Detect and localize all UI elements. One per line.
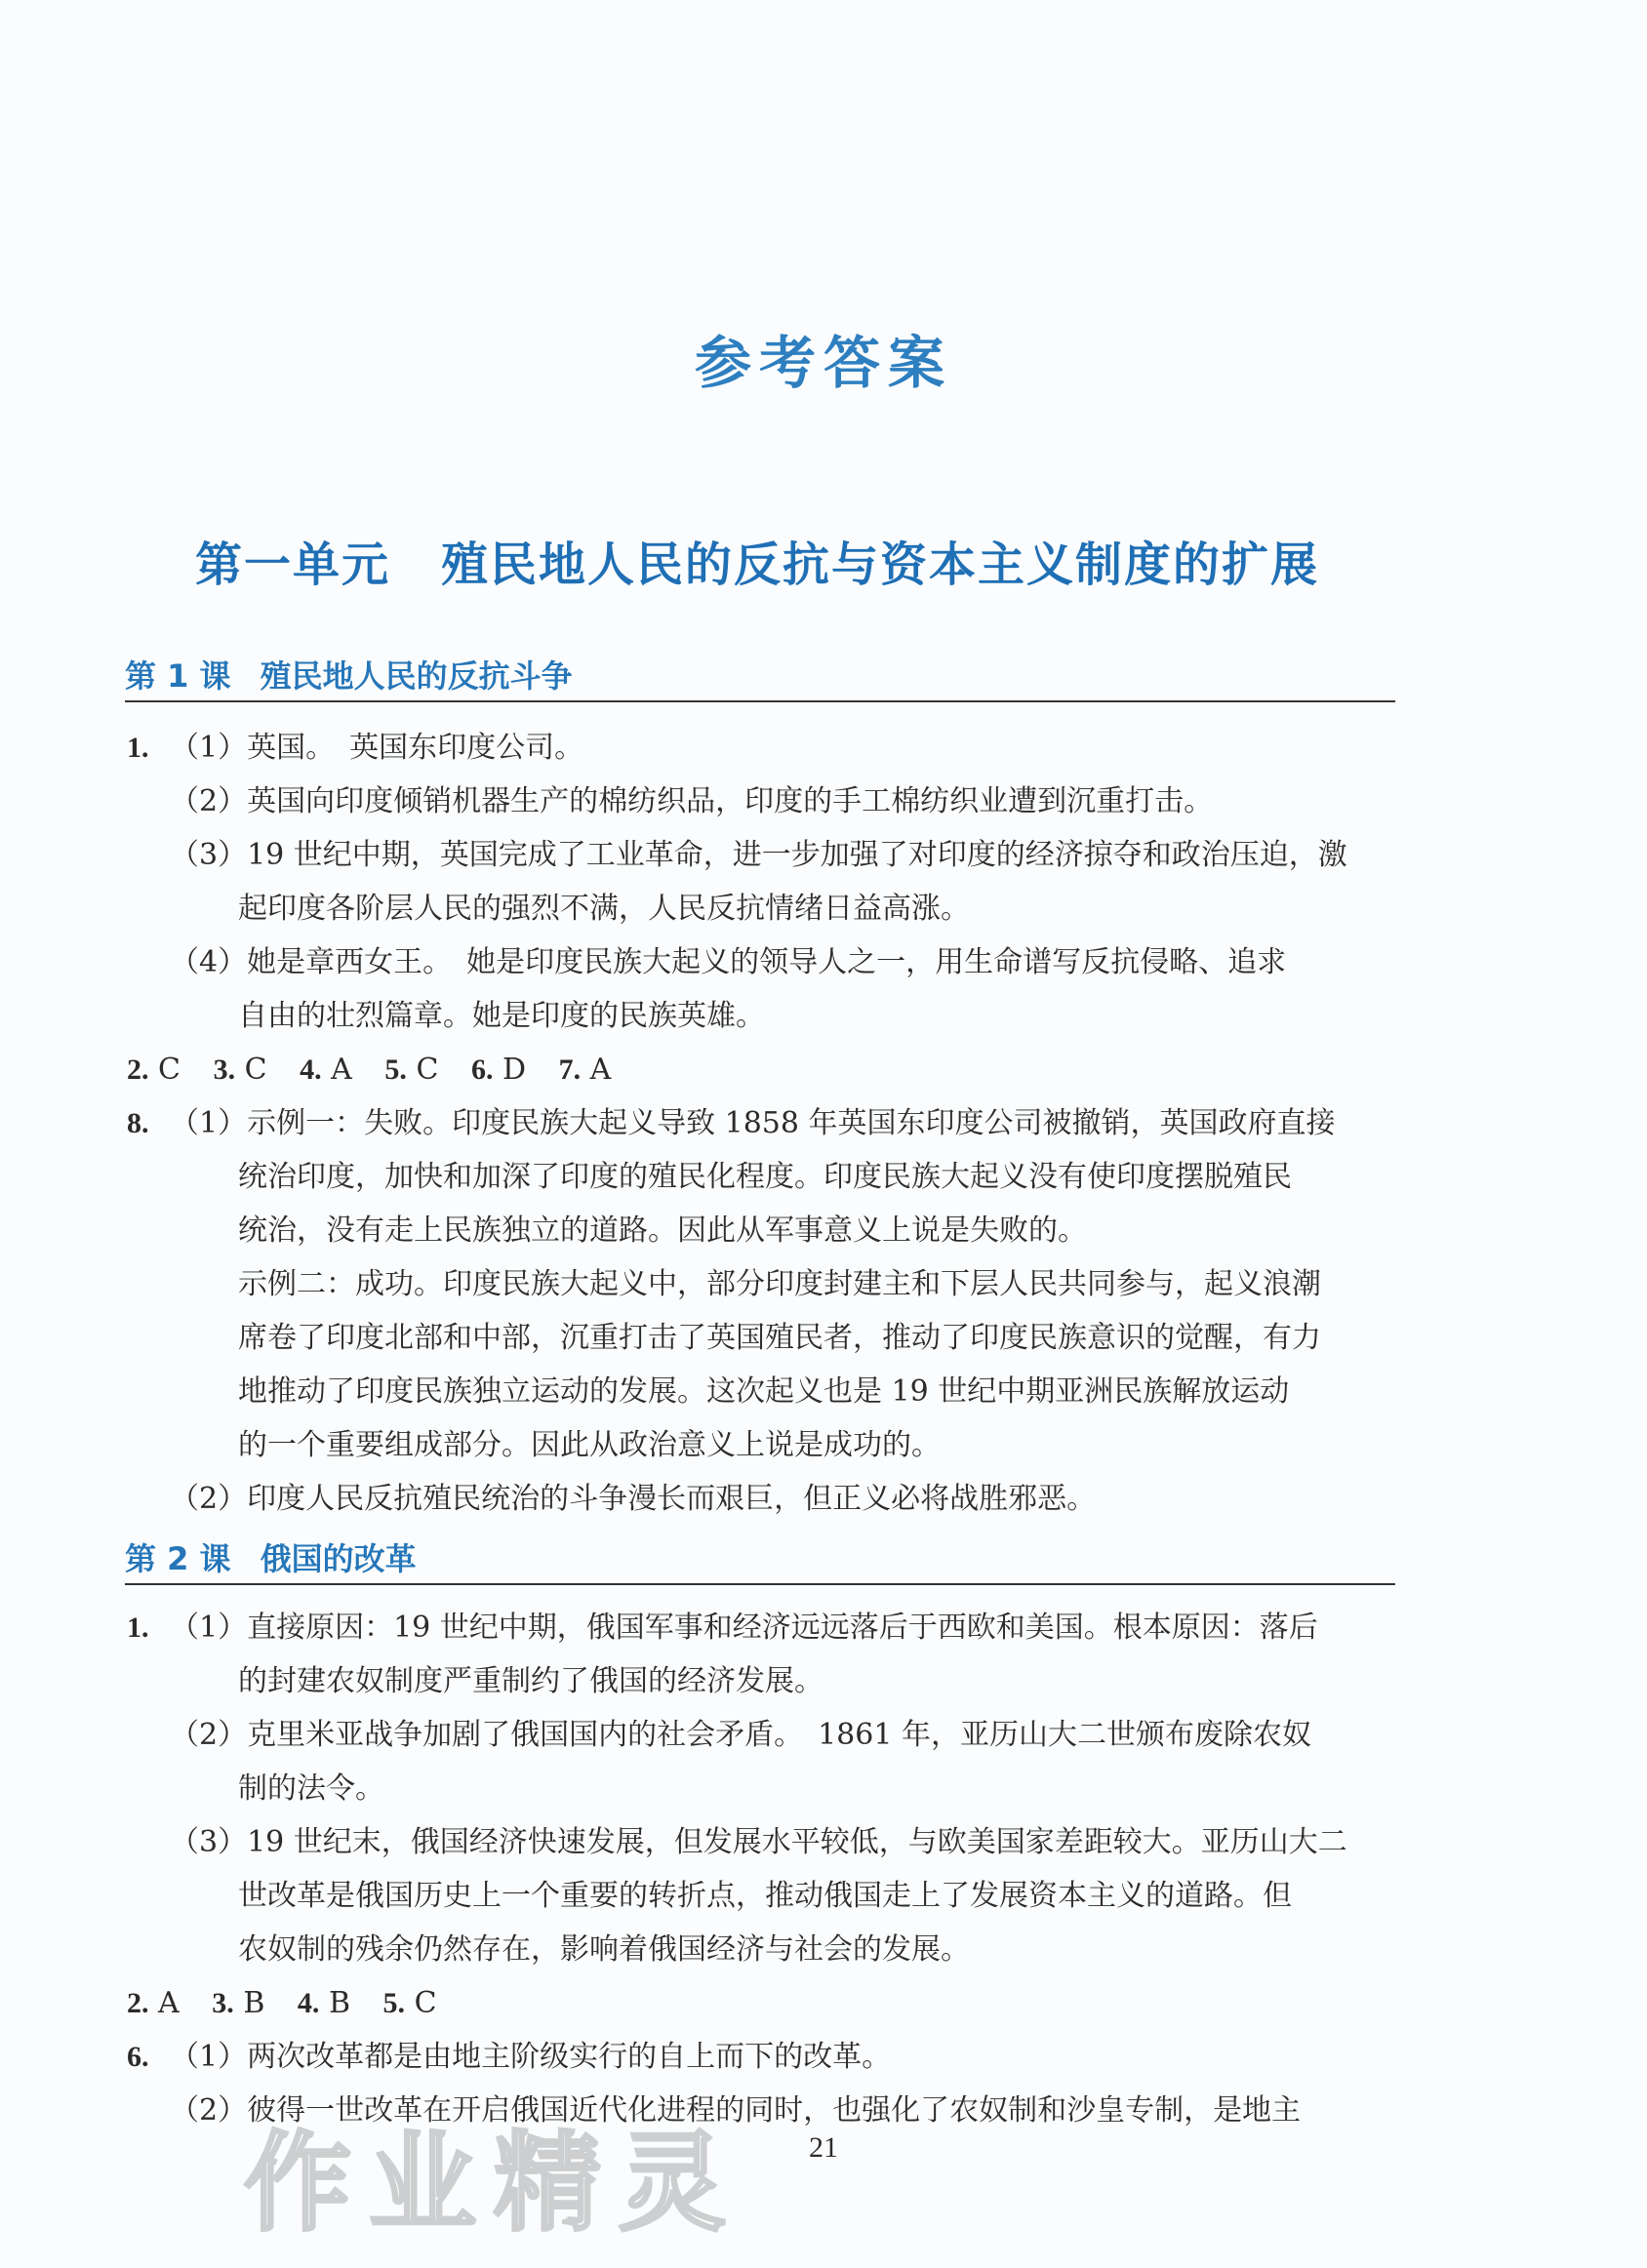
multiple-choice-answers: 2. C 3. C 4. A 5. C 6. D 7. A <box>127 1053 612 1087</box>
lesson-1-name: 殖民地人民的反抗斗争 <box>260 657 573 695</box>
answer-line: 的封建农奴制度严重制约了俄国的经济发展。 <box>238 1664 824 1698</box>
page-number: 21 <box>809 2131 838 2164</box>
unit-name: 殖民地人民的反抗与资本主义制度的扩展 <box>441 537 1320 592</box>
lesson-1-label: 第 1 课 <box>125 657 231 695</box>
watermark-logo: 作业精灵 <box>244 2121 743 2246</box>
answer-line: （2）英国向印度倾销机器生产的棉纺织品，印度的手工棉纺织业遭到沉重打击。 <box>170 784 1214 818</box>
answer-line: （3）19 世纪中期，英国完成了工业革命，进一步加强了对印度的经济掠夺和政治压迫，激 <box>170 838 1347 872</box>
answer-line: 的一个重要组成部分。因此从政治意义上说是成功的。 <box>238 1428 941 1462</box>
multiple-choice-answers: 2. A 3. B 4. B 5. C <box>127 1986 437 2020</box>
unit-title <box>195 527 1319 594</box>
answer-line: 6. （1）两次改革都是由地主阶级实行的自上而下的改革。 <box>127 2040 892 2074</box>
lesson-2-heading <box>125 1534 1395 1585</box>
answer-line: 制的法令。 <box>238 1771 384 1806</box>
answer-line: （4）她是章西女王。 她是印度民族大起义的领导人之一，用生命谱写反抗侵略、追求 <box>170 945 1287 979</box>
lesson-1-answers <box>127 721 1405 1526</box>
answer-line: 示例二：成功。印度民族大起义中，部分印度封建主和下层人民共同参与，起义浪潮 <box>238 1267 1321 1301</box>
answer-line: 统治印度，加快和加深了印度的殖民化程度。印度民族大起义没有使印度摆脱殖民 <box>238 1160 1292 1194</box>
answer-line: 起印度各阶层人民的强烈不满，人民反抗情绪日益高涨。 <box>238 892 970 926</box>
answer-line: 1. （1）英国。 英国东印度公司。 <box>127 731 584 765</box>
answer-line: 农奴制的残余仍然存在，影响着俄国经济与社会的发展。 <box>238 1932 970 1967</box>
unit-label: 第一单元 <box>195 537 391 592</box>
answer-line: 地推动了印度民族独立运动的发展。这次起义也是 19 世纪中期亚洲民族解放运动 <box>238 1374 1290 1409</box>
answer-line: 1. （1）直接原因：19 世纪中期，俄国军事和经济远远落后于西欧和美国。根本原因：落后 <box>127 1611 1318 1645</box>
answer-line: 自由的壮烈篇章。她是印度的民族英雄。 <box>238 999 765 1033</box>
answer-line: 8. （1）示例一：失败。印度民族大起义导致 1858 年英国东印度公司被撤销，英国政府直接 <box>127 1106 1336 1140</box>
lesson-1-heading <box>125 652 1395 702</box>
answer-line: 世改革是俄国历史上一个重要的转折点，推动俄国走上了发展资本主义的道路。但 <box>238 1879 1292 1913</box>
lesson-2-name: 俄国的改革 <box>260 1540 417 1577</box>
answer-line: （2）印度人民反抗殖民统治的斗争漫长而艰巨，但正义必将战胜邪恶。 <box>170 1482 1097 1516</box>
answer-line: 席卷了印度北部和中部，沉重打击了英国殖民者，推动了印度民族意识的觉醒，有力 <box>238 1321 1321 1355</box>
answer-line: 统治，没有走上民族独立的道路。因此从军事意义上说是失败的。 <box>238 1214 1087 1248</box>
lesson-2-label: 第 2 课 <box>125 1540 231 1577</box>
answer-line: （2）彼得一世改革在开启俄国近代化进程的同时，也强化了农奴制和沙皇专制，是地主 <box>170 2093 1302 2128</box>
page-title: 参考答案 <box>694 330 952 396</box>
answer-line: （3）19 世纪末，俄国经济快速发展，但发展水平较低，与欧美国家差距较大。亚历山大二 <box>170 1825 1347 1859</box>
answer-line: （2）克里米亚战争加剧了俄国国内的社会矛盾。 1861 年，亚历山大二世颁布废除农奴 <box>170 1718 1311 1752</box>
lesson-2-answers <box>127 1601 1405 2137</box>
